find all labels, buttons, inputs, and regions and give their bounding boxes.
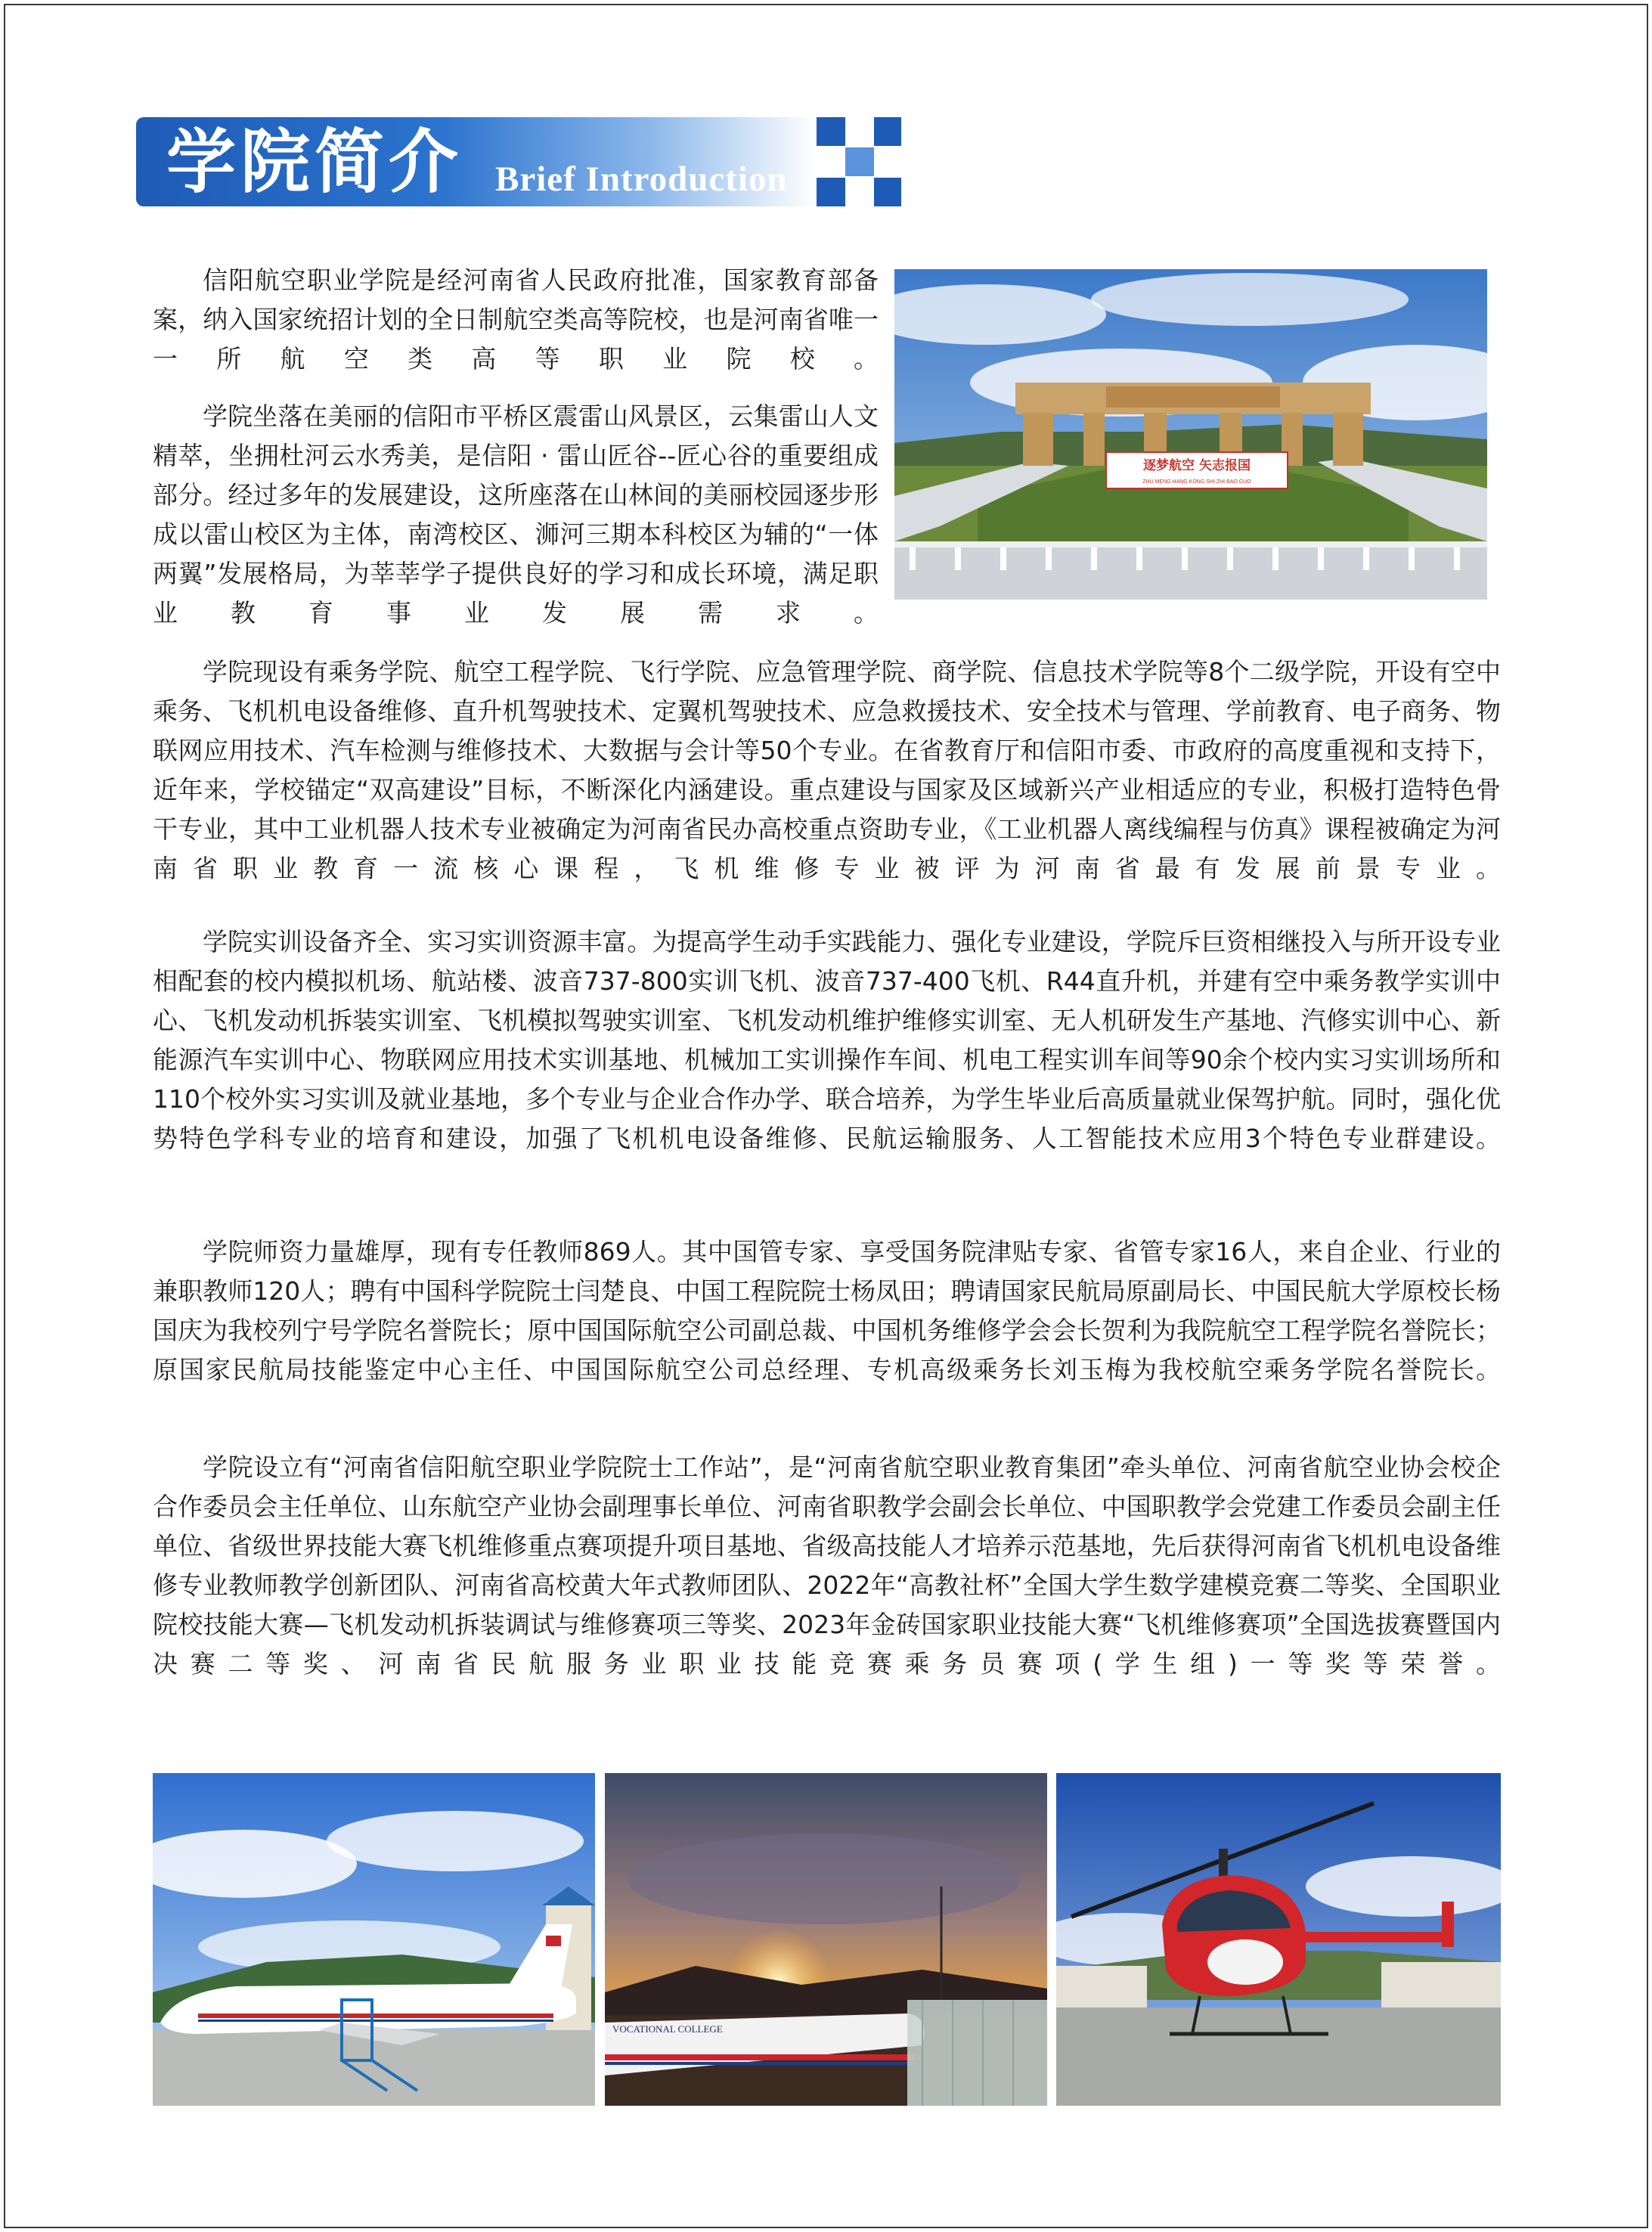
- deco-square: [874, 117, 901, 146]
- deco-square: [845, 147, 874, 176]
- gate-sign-slogan: 逐梦航空 矢志报国: [1143, 458, 1251, 473]
- deco-square: [874, 178, 901, 206]
- paragraph-5: 学院师资力量雄厚，现有专任教师869人。其中国管专家、享受国务院津贴专家、省管专家16人，来自企业、行业的兼职教师120人；聘有中国科学院院士闫楚良、中国工程院院士杨凤田；聘请国家民航局原副局长、中国民航大学原校长杨国庆为我校列宁号学院名誉院长；原中国国际航空公司副总裁、中国机务维修学会会长贺利为我院航空工程学院名誉院长；原国家民航局技能鉴定中心主任、中国国际航空公司总经理、专机高级乘务长刘玉梅为我校航空乘务学院名誉院长。: [153, 1237, 1501, 1384]
- paragraph-1: 信阳航空职业学院是经河南省人民政府批准，国家教育部备案，纳入国家统招计划的全日制航空类高等院校，也是河南省唯一一所航空类高等职业院校。: [153, 265, 879, 374]
- helicopter-photo: [1056, 1773, 1501, 2106]
- training-airliner-photo: [153, 1773, 595, 2106]
- deco-square: [845, 178, 874, 206]
- section-header: [136, 117, 901, 206]
- paragraph-2: 学院坐落在美丽的信阳市平桥区震雷山风景区，云集雷山人文精萃，坐拥杜河云水秀美，是信阳 · 雷山匠谷--匠心谷的重要组成部分。经过多年的发展建设，这所座落在山林间的美丽校园逐步形成以雷山校区为主体，南湾校区、浉河三期本科校区为辅的“一体两翼”发展格局，为莘莘学子提供良好的学习和成长环境，满足职业教育事业发展需求。: [153, 401, 879, 628]
- section-title: 学院简介: [166, 121, 463, 203]
- gate-sign-pinyin: ZHU MENG HANG KONG SHI ZHI BAO GUO: [1142, 479, 1251, 485]
- deco-square: [817, 117, 845, 146]
- paragraph-3: 学院现设有乘务学院、航空工程学院、飞行学院、应急管理学院、商学院、信息技术学院等8个二级学院，开设有空中乘务、飞机机电设备维修、直升机驾驶技术、定翼机驾驶技术、应急救援技术、安全技术与管理、学前教育、电子商务、物联网应用技术、汽车检测与维修技术、大数据与会计等50个专业。在省教育厅和信阳市委、市政府的高度重视和支持下，近年来，学校锚定“双高建设”目标，不断深化内涵建设。重点建设与国家及区域新兴产业相适应的专业，积极打造特色骨干专业，其中工业机器人技术专业被确定为河南省民办高校重点资助专业，《工业机器人离线编程与仿真》课程被确定为河南省职业教育一流核心课程，飞机维修专业被评为河南省最有发展前景专业。: [153, 657, 1501, 883]
- paragraph-4: 学院实训设备齐全、实习实训资源丰富。为提高学生动手实践能力、强化专业建设，学院斥巨资相继投入与所开设专业相配套的校内模拟机场、航站楼、波音737-800实训飞机、波音737-400飞机、R44直升机，并建有空中乘务教学实训中心、飞机发动机拆装实训室、飞机模拟驾驶实训室、飞机发动机维护维修实训室、无人机研发生产基地、汽修实训中心、新能源汽车实训中心、物联网应用技术实训基地、机械加工实训操作车间、机电工程实训车间等90余个校内实习实训场所和110个校外实习实训及就业基地，多个专业与企业合作办学、联合培养，为学生毕业后高质量就业保驾护航。同时，强化优势特色学科专业的培育和建设，加强了飞机机电设备维修、民航运输服务、人工智能技术应用3个特色专业群建设。: [153, 927, 1501, 1153]
- deco-square: [845, 117, 874, 146]
- campus-gate-photo: [894, 269, 1487, 600]
- deco-square: [817, 147, 845, 176]
- section-subtitle: Brief Introduction: [495, 160, 788, 199]
- deco-square: [817, 178, 845, 206]
- deco-square: [874, 147, 901, 176]
- jet-fuselage-text: VOCATIONAL COLLEGE: [612, 2023, 723, 2035]
- sunset-jet-photo: [605, 1773, 1047, 2106]
- paragraph-6: 学院设立有“河南省信阳航空职业学院院士工作站”，是“河南省航空职业教育集团”牵头单位、河南省航空业协会校企合作委员会主任单位、山东航空产业协会副理事长单位、河南省职教学会副会长单位、中国职教学会党建工作委员会副主任单位、省级世界技能大赛飞机维修重点赛项提升项目基地、省级高技能人才培养示范基地，先后获得河南省飞机机电设备维修专业教师教学创新团队、河南省高校黄大年式教师团队、2022年“高教社杯”全国大学生数学建模竞赛二等奖、全国职业院校技能大赛—飞机发动机拆装调试与维修赛项三等奖、2023年金砖国家职业技能大赛“飞机维修赛项”全国选拔赛暨国内决赛二等奖、河南省民航服务业职业技能竞赛乘务员赛项(学生组)一等奖等荣誉。: [153, 1452, 1501, 1679]
